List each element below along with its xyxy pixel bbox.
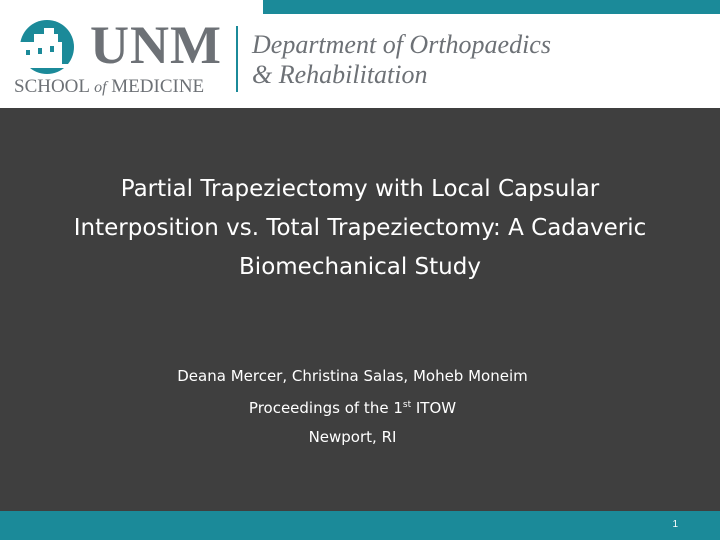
proceedings-sup: st	[402, 400, 412, 410]
slide-title	[20, 170, 700, 287]
logo-school-post: MEDICINE	[106, 76, 205, 97]
department-line-2: & Rehabilitation	[252, 60, 428, 89]
logo-school-text	[14, 76, 204, 99]
logo-school-pre: SCHOOL	[14, 76, 95, 97]
header-divider	[236, 26, 238, 92]
top-accent-bar	[263, 0, 720, 14]
logo-school-of: of	[94, 79, 107, 96]
proceedings-text	[120, 391, 585, 423]
slide-header	[0, 0, 720, 108]
department-line-1: Department of Orthopaedics	[252, 30, 551, 59]
proceedings-post: ITOW	[411, 399, 457, 417]
logo-unm-text: UNM	[90, 15, 222, 75]
title-line-2: Interposition vs. Total Trapeziectomy: A Cadaveric	[73, 215, 647, 241]
pueblo-building-icon	[8, 20, 86, 74]
page-number: 1	[672, 519, 678, 530]
title-line-3: Biomechanical Study	[239, 254, 481, 280]
slide-subtitle	[120, 362, 585, 452]
title-line-1: Partial Trapeziectomy with Local Capsular	[120, 176, 600, 202]
unm-logo	[8, 16, 236, 100]
footer-bar	[0, 511, 720, 540]
location-text: Newport, RI	[308, 428, 397, 446]
authors-text: Deana Mercer, Christina Salas, Moheb Moneim	[177, 367, 528, 385]
department-name	[252, 30, 551, 90]
proceedings-pre: Proceedings of the 1	[248, 399, 403, 417]
